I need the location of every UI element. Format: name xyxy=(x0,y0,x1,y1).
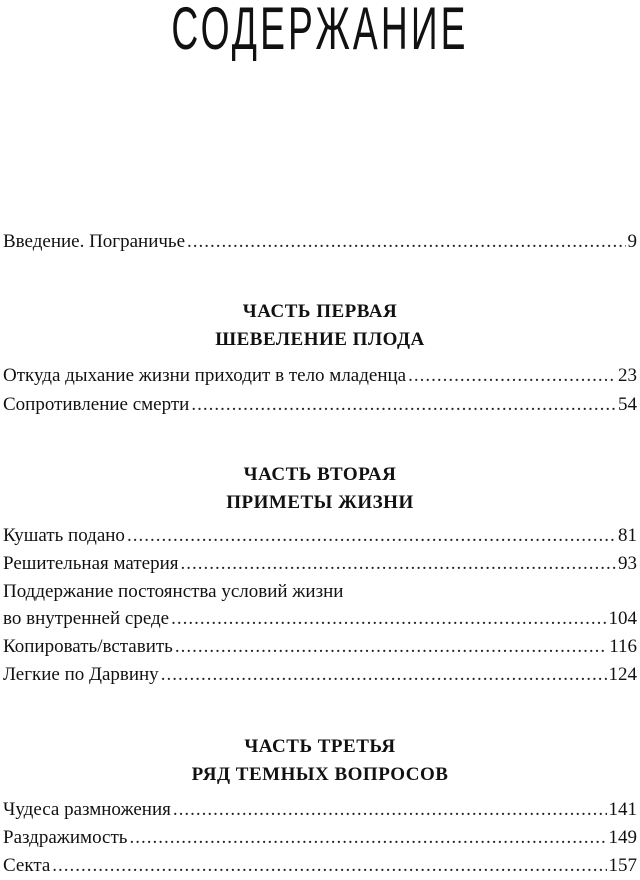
toc-page-number: 149 xyxy=(608,827,637,848)
toc-entry-label: Введение. Пограничье xyxy=(3,231,186,252)
part-1-heading: ЧАСТЬ ПЕРВАЯ xyxy=(242,301,398,322)
toc-entry[interactable] xyxy=(3,825,637,851)
toc-page-number: 81 xyxy=(618,525,637,546)
toc-entry[interactable] xyxy=(3,551,637,577)
toc-page-number: 23 xyxy=(618,365,637,386)
toc-page-number: 124 xyxy=(608,664,637,685)
toc-entry-label: Раздражимость xyxy=(3,827,128,848)
dot-leader xyxy=(171,606,606,632)
toc-entry[interactable] xyxy=(3,662,637,688)
toc-entry[interactable] xyxy=(3,853,637,879)
dot-leader xyxy=(173,797,607,823)
toc-entry-label-line1[interactable]: Поддержание постоянства условий жизни xyxy=(3,581,344,602)
dot-leader xyxy=(408,363,616,389)
dot-leader xyxy=(181,551,617,577)
toc-page-number: 157 xyxy=(608,855,637,876)
toc-entry-label: Копировать/вставить xyxy=(3,636,173,657)
part-2-subheading: ПРИМЕТЫ ЖИЗНИ xyxy=(226,492,414,513)
dot-leader xyxy=(52,853,606,879)
toc-entry[interactable] xyxy=(3,363,637,389)
toc-entry[interactable] xyxy=(3,606,637,632)
toc-entry-label: Чудеса размножения xyxy=(3,799,171,820)
part-1-subheading: ШЕВЕЛЕНИЕ ПЛОДА xyxy=(215,329,425,350)
toc-entry[interactable] xyxy=(3,634,637,660)
dot-leader xyxy=(191,392,616,418)
toc-entry-label: Легкие по Дарвину xyxy=(3,664,159,685)
dot-leader xyxy=(175,634,607,660)
toc-entry[interactable] xyxy=(3,392,637,418)
toc-entry-label: Откуда дыхание жизни приходит в тело младенца xyxy=(3,365,407,386)
toc-entry-label: Секта xyxy=(3,855,51,876)
part-3-heading: ЧАСТЬ ТРЕТЬЯ xyxy=(244,736,396,757)
toc-page-number: 116 xyxy=(609,636,637,657)
part-3-subheading: РЯД ТЕМНЫХ ВОПРОСОВ xyxy=(191,764,449,785)
page-title: СОДЕРЖАНИЕ xyxy=(171,0,469,62)
dot-leader xyxy=(187,229,625,255)
toc-entry[interactable] xyxy=(3,797,637,823)
toc-page-number: 104 xyxy=(608,608,637,629)
toc-entry-label: во внутренней среде xyxy=(3,608,170,629)
toc-page-number: 9 xyxy=(627,231,637,252)
toc-page-number: 54 xyxy=(618,394,637,415)
toc-entry-label: Кушать подано xyxy=(3,525,125,546)
part-2-heading: ЧАСТЬ ВТОРАЯ xyxy=(243,464,397,485)
toc-entry-label: Решительная материя xyxy=(3,553,179,574)
dot-leader xyxy=(127,523,616,549)
toc-entry-intro[interactable] xyxy=(3,229,637,255)
toc-entry-label: Сопротивление смерти xyxy=(3,394,190,415)
toc-entry[interactable] xyxy=(3,523,637,549)
dot-leader xyxy=(161,662,607,688)
toc-page-number: 141 xyxy=(608,799,637,820)
toc-page-number: 93 xyxy=(618,553,637,574)
dot-leader xyxy=(129,825,606,851)
